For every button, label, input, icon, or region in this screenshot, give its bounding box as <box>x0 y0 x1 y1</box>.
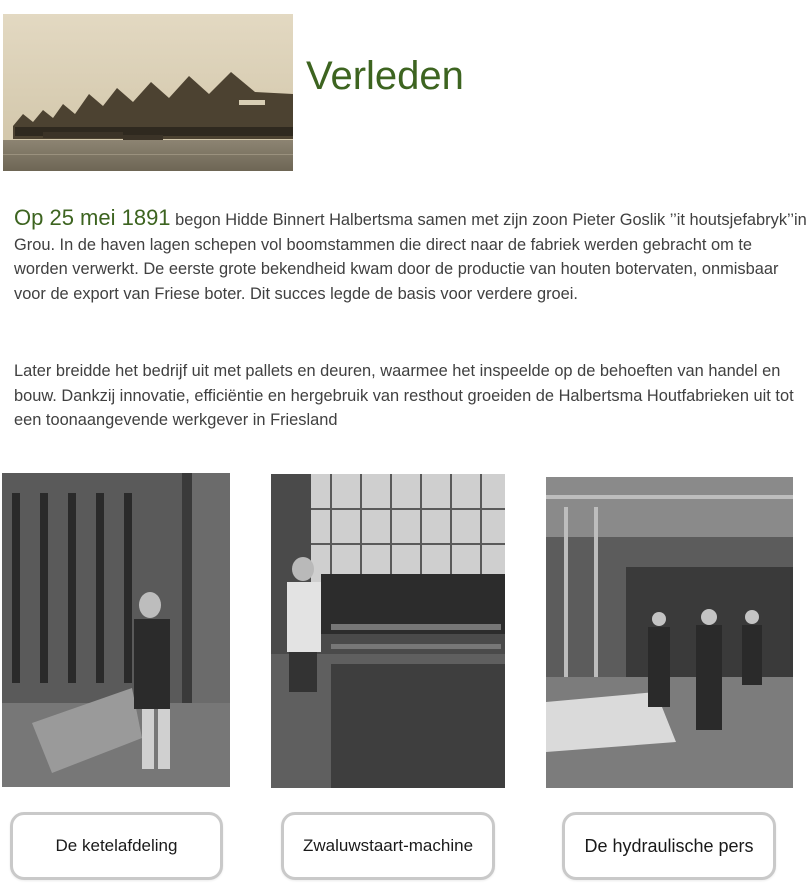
caption-zwaluwstaart-button[interactable]: Zwaluwstaart-machine <box>281 812 495 880</box>
hydraulic-press-photo <box>546 477 793 788</box>
caption-hydraulische-pers-button[interactable]: De hydraulische pers <box>562 812 776 880</box>
factory-halls-photo <box>3 14 293 171</box>
intro-paragraph <box>14 206 809 306</box>
boiler-department-photo <box>2 473 230 787</box>
intro-date-lead: Op 25 mei 1891 <box>14 205 171 230</box>
intro-text: begon Hidde Binnert Halbertsma samen met zijn zoon Pieter Goslik ’’it houtsjefabryk’’in Grou. In de haven lagen schepen vol boomstammen die direct naar de fabriek werden gebracht om te worden verwerkt. De eerste grote bekendheid kwam door de productie van houten botervaten, onmisbaar voor de export van Friese boter. Dit succes legde de basis voor verdere groei. <box>14 211 807 303</box>
caption-ketelafdeling-button[interactable]: De ketelafdeling <box>10 812 223 880</box>
dovetail-machine-photo <box>271 474 505 788</box>
expansion-paragraph: Later breidde het bedrijf uit met pallets en deuren, waarmee het inspeelde op de behoeften van handel en bouw. Dankzij innovatie, efficiëntie en hergebruik van resthout groeiden de Halbertsma Houtfabrieken uit tot een toonaangevende werkgever in Friesland <box>14 362 794 430</box>
page-title: Verleden <box>306 54 464 98</box>
